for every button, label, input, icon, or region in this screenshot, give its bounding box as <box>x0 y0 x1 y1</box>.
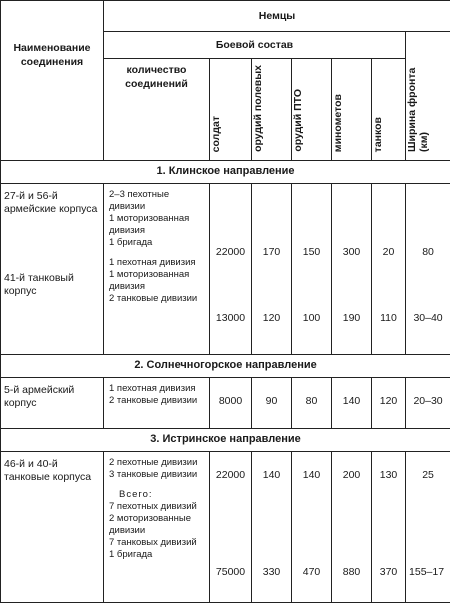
front-width-cell: 80 30–40 <box>406 183 450 354</box>
header-combat: Боевой состав <box>104 32 406 59</box>
header-unit: Наименование соединения <box>1 1 104 161</box>
section-title: 3. Истринское направление <box>1 428 450 451</box>
header-side: Немцы <box>104 1 450 32</box>
header-soldiers: солдат <box>210 59 252 161</box>
section-title: 1. Клинское направление <box>1 160 450 183</box>
unit-cell: 27-й и 56-й армейские корпуса 41-й танковый корпус <box>1 183 104 354</box>
section-title: 2. Солнечногорское направление <box>1 354 450 377</box>
field-guns-cell: 170 120 <box>252 183 292 354</box>
field-guns-cell: 90 <box>252 377 292 428</box>
at-guns-cell: 150 100 <box>292 183 332 354</box>
soldiers-cell: 22000 75000 <box>210 451 252 602</box>
at-guns-cell: 140 470 <box>292 451 332 602</box>
section-title-row <box>1 354 450 377</box>
composition-cell: 2–3 пехотные дивизии 1 моторизованная дивизия 1 бригада 1 пехотная дивизия 1 моторизованная дивизия 2 танковые дивизии <box>104 183 210 354</box>
composition-cell: 2 пехотные дивизии 3 танковые дивизии Всего: 7 пехотных дивизий 2 моторизованные дивизии 7 танковых дивизий 1 бригада <box>104 451 210 602</box>
header-tanks: танков <box>372 59 406 161</box>
total-label: Всего: <box>109 489 206 501</box>
header-mortars: минометов <box>332 59 372 161</box>
front-width-cell: 20–30 <box>406 377 450 428</box>
field-guns-cell: 140 330 <box>252 451 292 602</box>
mortars-cell: 300 190 <box>332 183 372 354</box>
front-width-cell: 25 155–17 <box>406 451 450 602</box>
soldiers-cell: 22000 13000 <box>210 183 252 354</box>
composition-cell: 1 пехотная дивизия 2 танковые дивизии <box>104 377 210 428</box>
table-row <box>1 183 450 354</box>
header-field-guns: орудий полевых <box>252 59 292 161</box>
unit-cell: 46-й и 40-й танковые корпуса <box>1 451 104 602</box>
table-row <box>1 377 450 428</box>
soldiers-cell: 8000 <box>210 377 252 428</box>
tanks-cell: 130 370 <box>372 451 406 602</box>
tanks-cell: 120 <box>372 377 406 428</box>
header-front-width: Ширина фронта (км) <box>406 32 450 161</box>
header-at-guns: орудий ПТО <box>292 59 332 161</box>
unit-cell: 5-й армейский корпус <box>1 377 104 428</box>
mortars-cell: 140 <box>332 377 372 428</box>
table-row <box>1 451 450 602</box>
at-guns-cell: 80 <box>292 377 332 428</box>
section-title-row <box>1 160 450 183</box>
tanks-cell: 20 110 <box>372 183 406 354</box>
mortars-cell: 200 880 <box>332 451 372 602</box>
section-title-row <box>1 428 450 451</box>
header-comp-count: количество соединений <box>104 59 210 161</box>
